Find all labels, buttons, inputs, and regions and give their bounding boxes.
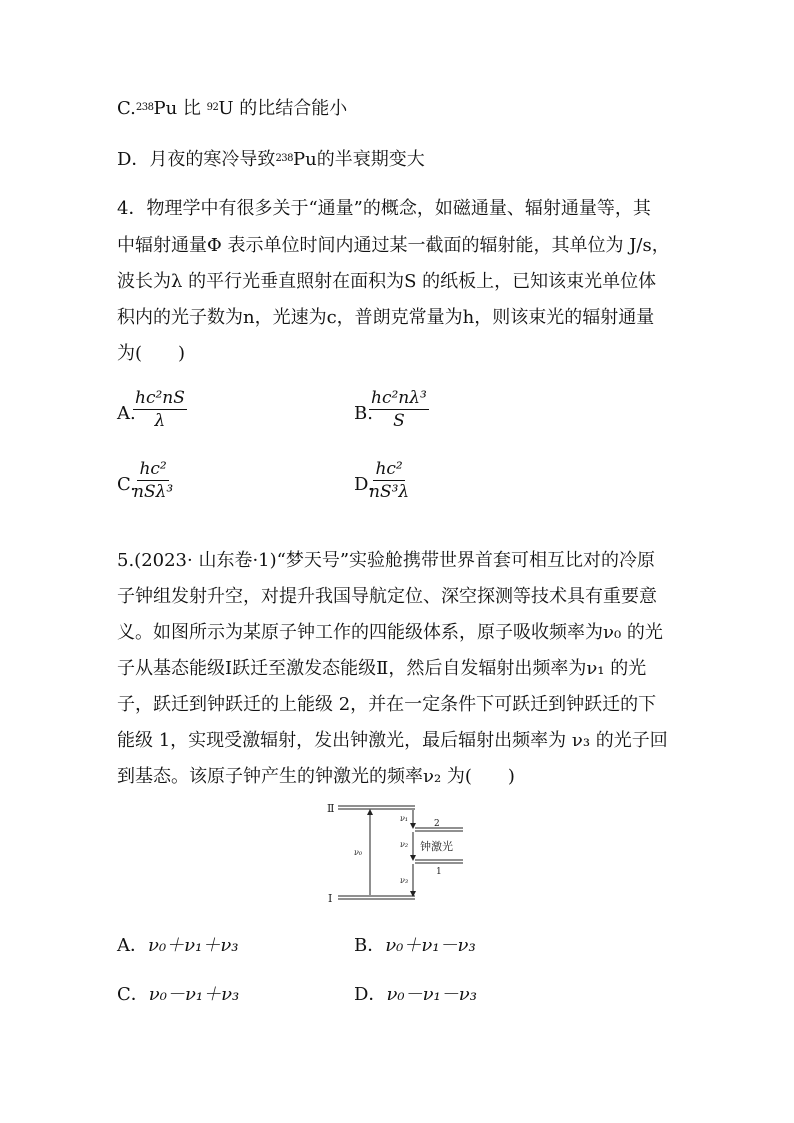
q4-option-d-fraction: $\frac{\text{hc²}}{\text{nS³λ}}$ xyxy=(369,459,410,502)
q5-option-d: D．ν₀－ν₁－ν₃ xyxy=(354,984,477,1005)
q5-stem-line: 5.(2023· 山东卷·1)“梦天号”实验舱携带世界首套可相互比对的冷原 xyxy=(117,550,656,571)
q3-option-c: C.$^{238}$Pu 比 $^{92}$U 的比结合能小 xyxy=(117,98,348,119)
clock-laser-label: 钟激光 xyxy=(420,840,453,853)
q3-option-d: D．月夜的寒冷导致$^{238}$Pu的半衰期变大 xyxy=(117,149,425,170)
q4-stem-line: 为( ) xyxy=(117,343,186,364)
level-1-line xyxy=(415,860,463,863)
nu1-label: ν₁ xyxy=(400,814,409,823)
q4-option-c-label: C. xyxy=(117,474,136,495)
q4-option-a-label: A. xyxy=(117,403,136,424)
q5-stem-line: 义。如图所示为某原子钟工作的四能级体系，原子吸收频率为ν₀ 的光 xyxy=(117,622,663,643)
energy-level-diagram xyxy=(320,800,470,906)
q4-stem-line: 4．物理学中有很多关于“通量”的概念，如磁通量、辐射通量等，其 xyxy=(117,198,651,219)
level-i-line xyxy=(338,896,415,899)
level-ii-line xyxy=(338,806,415,809)
nu3-label: ν₃ xyxy=(400,876,409,885)
q5-stem-line: 子钟组发射升空，对提升我国导航定位、深空探测等技术具有重要意 xyxy=(117,586,657,607)
level-ii-label: Ⅱ xyxy=(327,802,335,815)
level-1-label: 1 xyxy=(436,867,442,877)
level-i-label: Ⅰ xyxy=(328,892,333,905)
q5-stem-line: 子，跃迁到钟跃迁的上能级 2，并在一定条件下可跃迁到钟跃迁的下 xyxy=(117,694,657,715)
nu2-label: ν₂ xyxy=(400,840,409,849)
q5-option-b: B．ν₀＋ν₁－ν₃ xyxy=(354,935,476,956)
q5-stem-line: 子从基态能级Ⅰ跃迁至激发态能级Ⅱ，然后自发辐射出频率为ν₁ 的光 xyxy=(117,658,647,679)
q5-stem-line: 到基态。该原子钟产生的钟激光的频率ν₂ 为( ) xyxy=(117,766,515,787)
q4-option-a-fraction: $\frac{\text{hc²nS}}{\lambda}$ xyxy=(135,388,185,431)
q5-stem-line: 能级 1，实现受激辐射，发出钟激光，最后辐射出频率为 ν₃ 的光子回 xyxy=(117,730,668,751)
q4-option-b-fraction: $\frac{\text{hc²nλ³}}{S}$ xyxy=(371,388,427,431)
q5-option-a: A．ν₀＋ν₁＋ν₃ xyxy=(117,935,239,956)
q4-option-d-label: D. xyxy=(354,474,374,495)
nu0-label: ν₀ xyxy=(354,848,363,857)
q5-option-c: C．ν₀－ν₁＋ν₃ xyxy=(117,984,240,1005)
q4-stem-line: 积内的光子数为n，光速为c，普朗克常量为h，则该束光的辐射通量 xyxy=(117,307,655,328)
level-2-label: 2 xyxy=(434,819,440,829)
q4-stem-line: 中辐射通量Φ 表示单位时间内通过某一截面的辐射能，其单位为 J/s， xyxy=(117,235,670,256)
q4-option-b-label: B. xyxy=(354,403,373,424)
q4-option-c-fraction: hc² nSλ³ xyxy=(133,459,174,502)
q4-stem-line: 波长为λ 的平行光垂直照射在面积为S 的纸板上，已知该束光单位体 xyxy=(117,271,657,292)
